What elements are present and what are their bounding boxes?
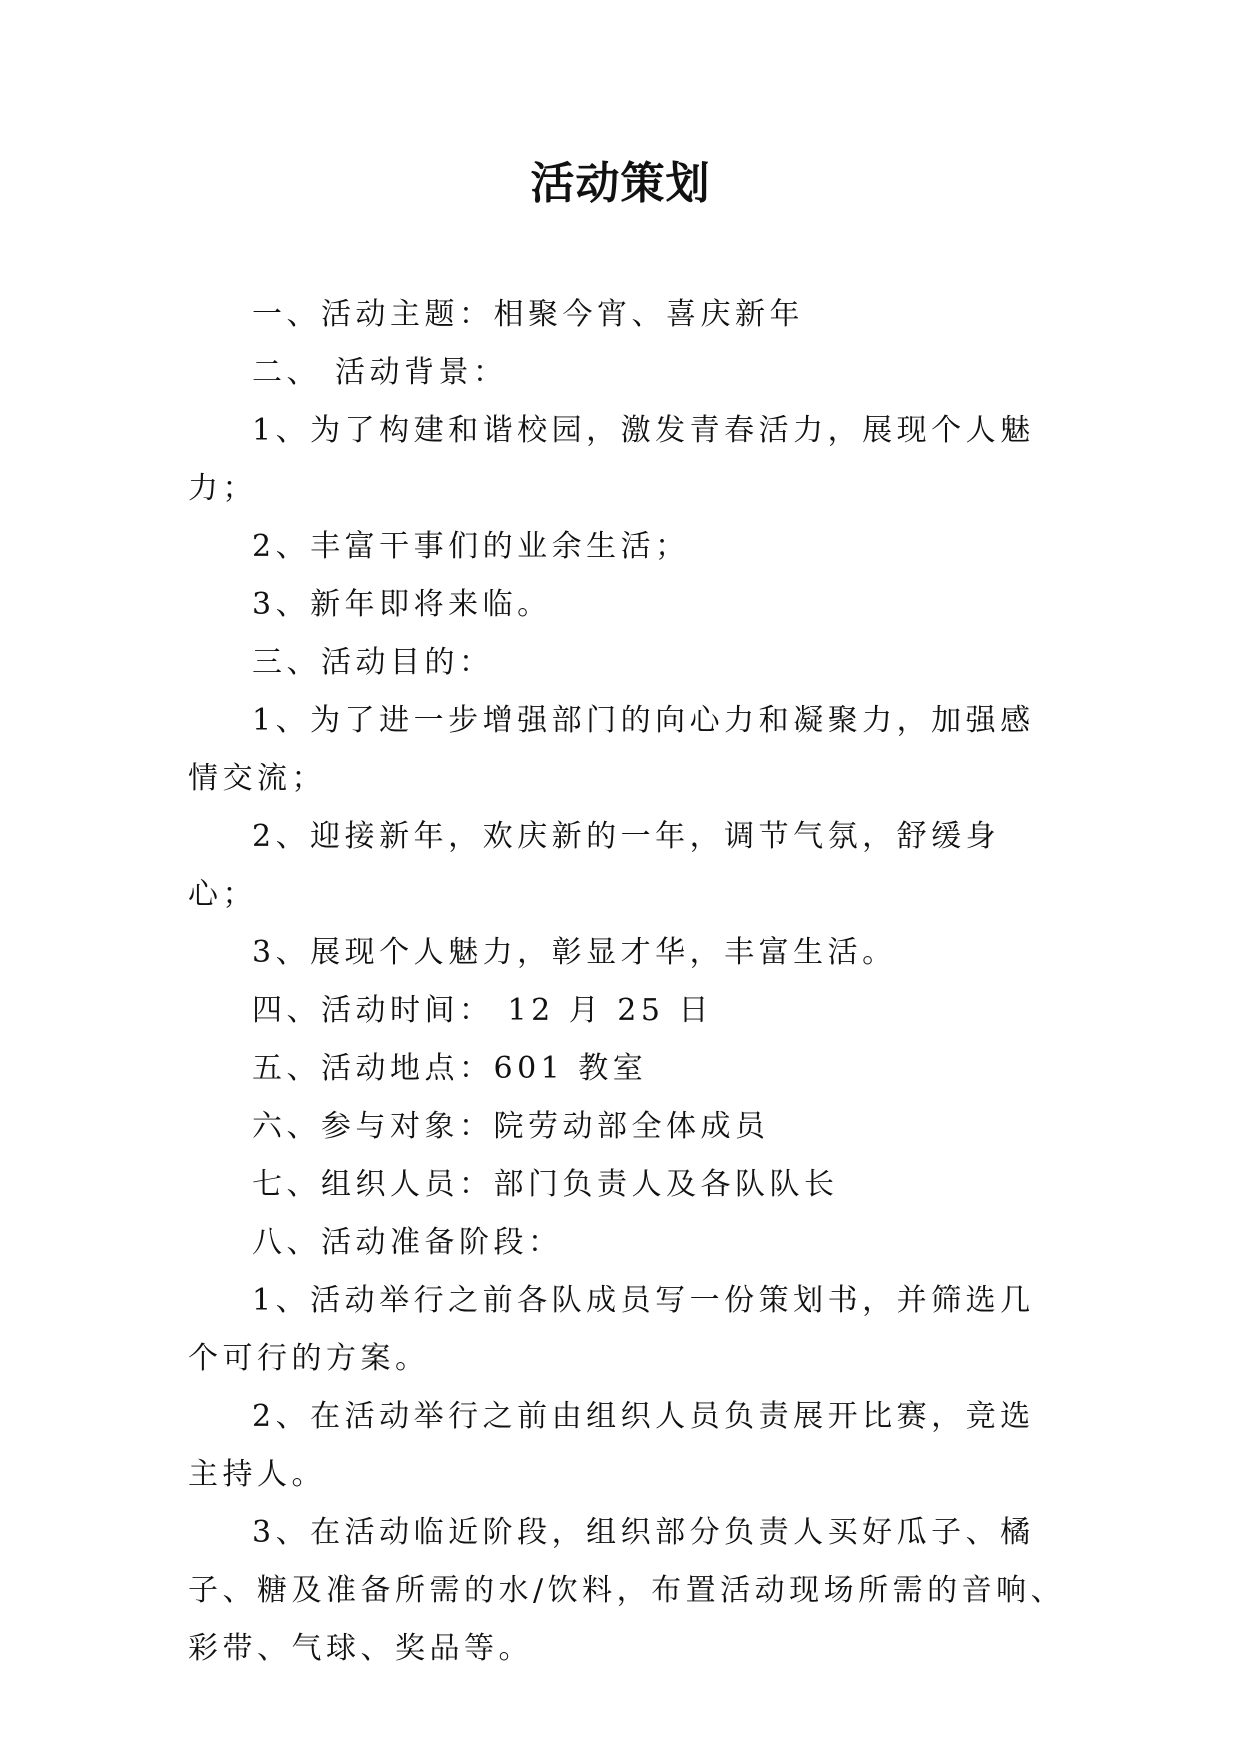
paragraph-background-heading: 二、 活动背景： (252, 355, 508, 390)
paragraph-organizers: 七、组织人员：部门负责人及各队队长 (252, 1167, 839, 1202)
paragraph-preparation-2: 2、在活动举行之前由组织人员负责展开比赛，竞选主持人。 (188, 1399, 1035, 1492)
paragraph-purpose-heading: 三、活动目的： (252, 645, 494, 680)
paragraph-preparation-3: 3、在活动临近阶段，组织部分负责人买好瓜子、橘子、糖及准备所需的水/饮料，布置活动现场所需的音响、彩带、气球、奖品等。 (188, 1515, 1066, 1666)
paragraph-purpose-3: 3、展现个人魅力，彰显才华，丰富生活。 (252, 935, 897, 970)
document-body (188, 286, 1068, 1678)
paragraph-background-2: 2、丰富干事们的业余生活； (252, 529, 690, 564)
paragraph-purpose-1: 1、为了进一步增强部门的向心力和凝聚力，加强感情交流； (188, 703, 1035, 796)
paragraph-purpose-2: 2、迎接新年，欢庆新的一年，调节气氛，舒缓身心； (188, 819, 1001, 912)
paragraph-background-1: 1、为了构建和谐校园，激发青春活力，展现个人魅力； (188, 413, 1035, 506)
paragraph-background-3: 3、新年即将来临。 (252, 587, 552, 622)
paragraph-preparation-1: 1、活动举行之前各队成员写一份策划书，并筛选几个可行的方案。 (188, 1283, 1035, 1376)
paragraph-location: 五、活动地点：601 教室 (252, 1051, 648, 1086)
paragraph-participants: 六、参与对象：院劳动部全体成员 (252, 1109, 770, 1144)
paragraph-preparation-heading: 八、活动准备阶段： (252, 1225, 563, 1260)
document-title: 活动策划 (530, 158, 711, 209)
paragraph-time: 四、活动时间： 12 月 25 日 (252, 993, 713, 1028)
paragraph-theme: 一、活动主题：相聚今宵、喜庆新年 (252, 297, 804, 332)
